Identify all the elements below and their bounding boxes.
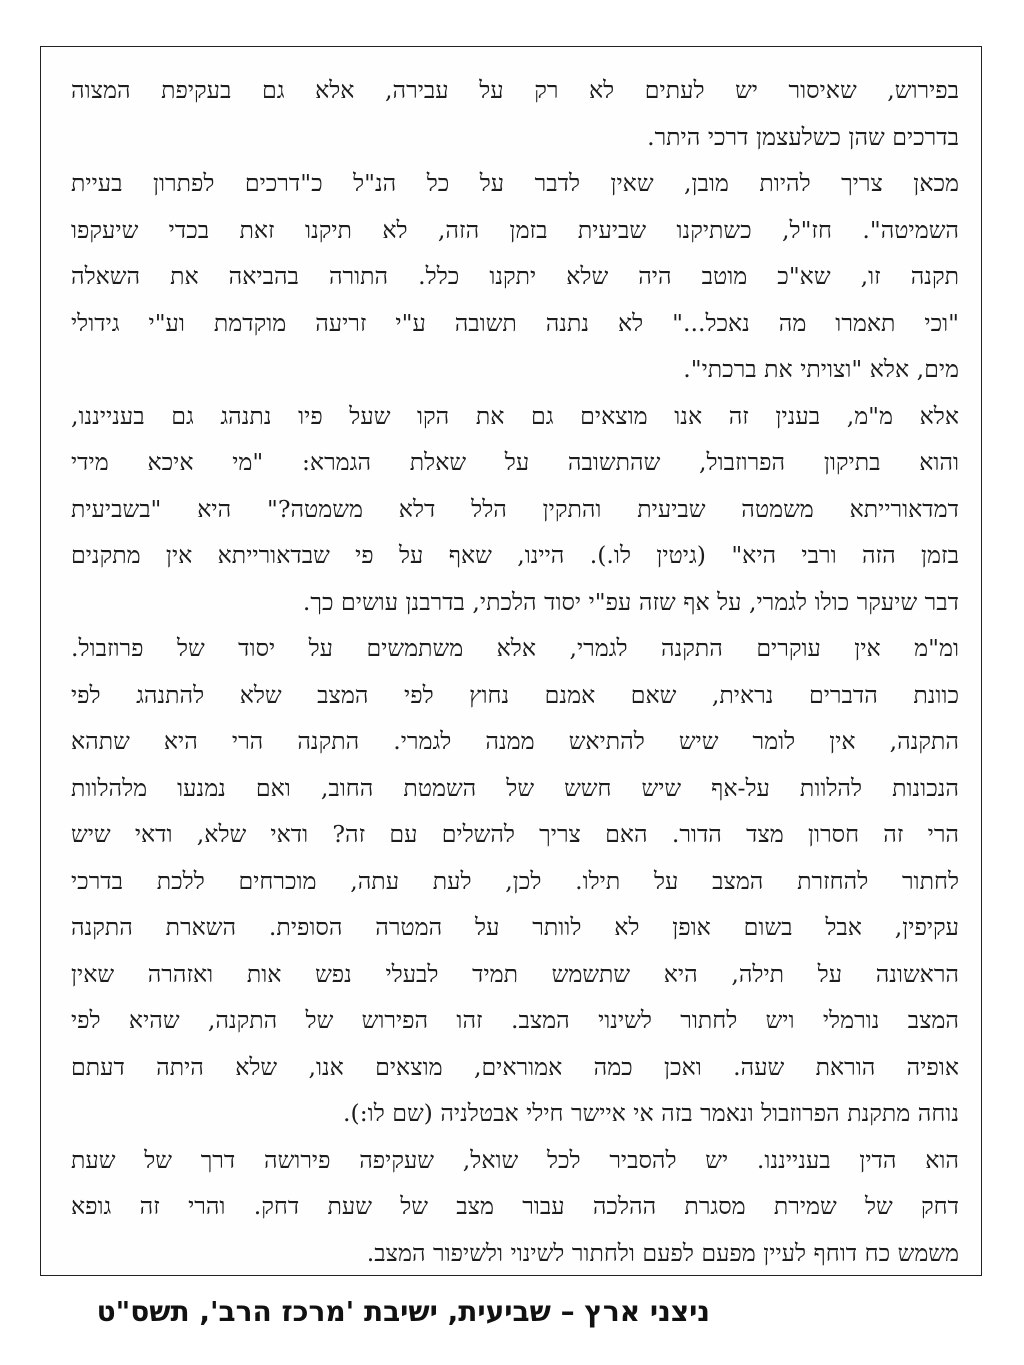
text-line: ומ"מ אין עוקרים התקנה לגמרי, אלא משתמשים על יסוד של פרוזבול. <box>71 634 959 662</box>
text-line: דחק של שמירת מסגרת ההלכה עבור מצב של שעת דחק. והרי זה גופא <box>71 1192 959 1220</box>
page-body-text <box>71 67 959 1276</box>
text-line: בדרכים שהן כשלעצמן דרכי היתר. <box>647 122 959 151</box>
text-line: "וכי תאמרו מה נאכל..." לא נתנה תשובה ע"י זריעה מוקדמת וע"י גידולי <box>71 308 959 337</box>
source-caption: ניצני ארץ – שביעית, ישיבת 'מרכז הרב', תשס"ט <box>96 1295 710 1328</box>
text-line: מים, אלא "וצויתי את ברכתי". <box>683 355 959 383</box>
text-line: מכאן צריך להיות מובן, שאין לדבר על כל הנ"ל כ"דרכים לפתרון בעיית <box>71 169 959 197</box>
text-line: כוונת הדברים נראית, שאם אמנם נחוץ לפי המצב שלא להתנהג לפי <box>71 680 959 709</box>
text-line: הוא הדין בענייננו. יש להסביר לכל שואל, שעקיפה פירושה דרך של שעת <box>71 1145 959 1174</box>
text-line: הרי זה חסרון מצד הדור. האם צריך להשלים עם זה? ודאי שלא, ודאי שיש <box>71 820 959 848</box>
text-line: התקנה, אין לומר שיש להתיאש ממנה לגמרי. התקנה הרי היא שתהא <box>71 727 959 755</box>
text-line: אלא מ"מ, בענין זה אנו מוצאים גם את הקו שעל פיו נתנהג גם בענייננו, <box>71 401 959 430</box>
text-line: נוחה מתקנת הפרוזבול ונאמר בזה אי איישר חילי אבטלניה (שם לו:). <box>343 1099 959 1127</box>
text-line: המצב נורמלי ויש לחתור לשינוי המצב. זהו הפירוש של התקנה, שהיא לפי <box>71 1006 959 1034</box>
text-line: משמש כח דוחף לעיין מפעם לפעם ולחתור לשינוי ולשיפור המצב. <box>366 1238 959 1267</box>
text-line: לחתור להחזרת המצב על תילו. לכן, לעת עתה, מוכרחים ללכת בדרכי <box>71 866 959 895</box>
text-line: דבר שיעקר כולו לגמרי, על אף שזה עפ"י יסוד הלכתי, בדרבנן עושים כך. <box>302 587 959 616</box>
text-line: תקנה זו, שא"כ מוטב היה שלא יתקנו כלל. התורה בהביאה את השאלה <box>71 262 959 290</box>
text-line: אופיה הוראת שעה. ואכן כמה אמוראים, מוצאים אנו, שלא היתה דעתם <box>71 1052 959 1081</box>
text-line: דמדאורייתא משמטה שביעית והתקין הלל דלא משמטה?" היא "בשביעית <box>71 494 959 523</box>
text-line: הראשונה על תילה, היא שתשמש תמיד לבעלי נפש אות ואזהרה שאין <box>71 959 959 988</box>
scanned-page-frame <box>40 46 982 1276</box>
text-line: הנכונות להלוות על-אף שיש חשש של השמטת החוב, ואם נמנעו מלהלוות <box>71 773 959 802</box>
text-line: בזמן הזה ורבי היא" (גיטין לו.). היינו, שאף על פי שבדאורייתא אין מתקנים <box>71 541 959 569</box>
text-line: עקיפין, אבל בשום אופן לא לוותר על המטרה הסופית. השארת התקנה <box>71 913 959 941</box>
text-line: השמיטה". חז"ל, כשתיקנו שביעית בזמן הזה, לא תיקנו זאת בכדי שיעקפו <box>71 215 959 244</box>
text-line: והוא בתיקון הפרוזבול, שהתשובה על שאלת הגמרא: "מי איכא מידי <box>71 448 959 476</box>
text-line: בפירוש, שאיסור יש לעתים לא רק על עבירה, אלא גם בעקיפת המצוה <box>71 76 959 104</box>
